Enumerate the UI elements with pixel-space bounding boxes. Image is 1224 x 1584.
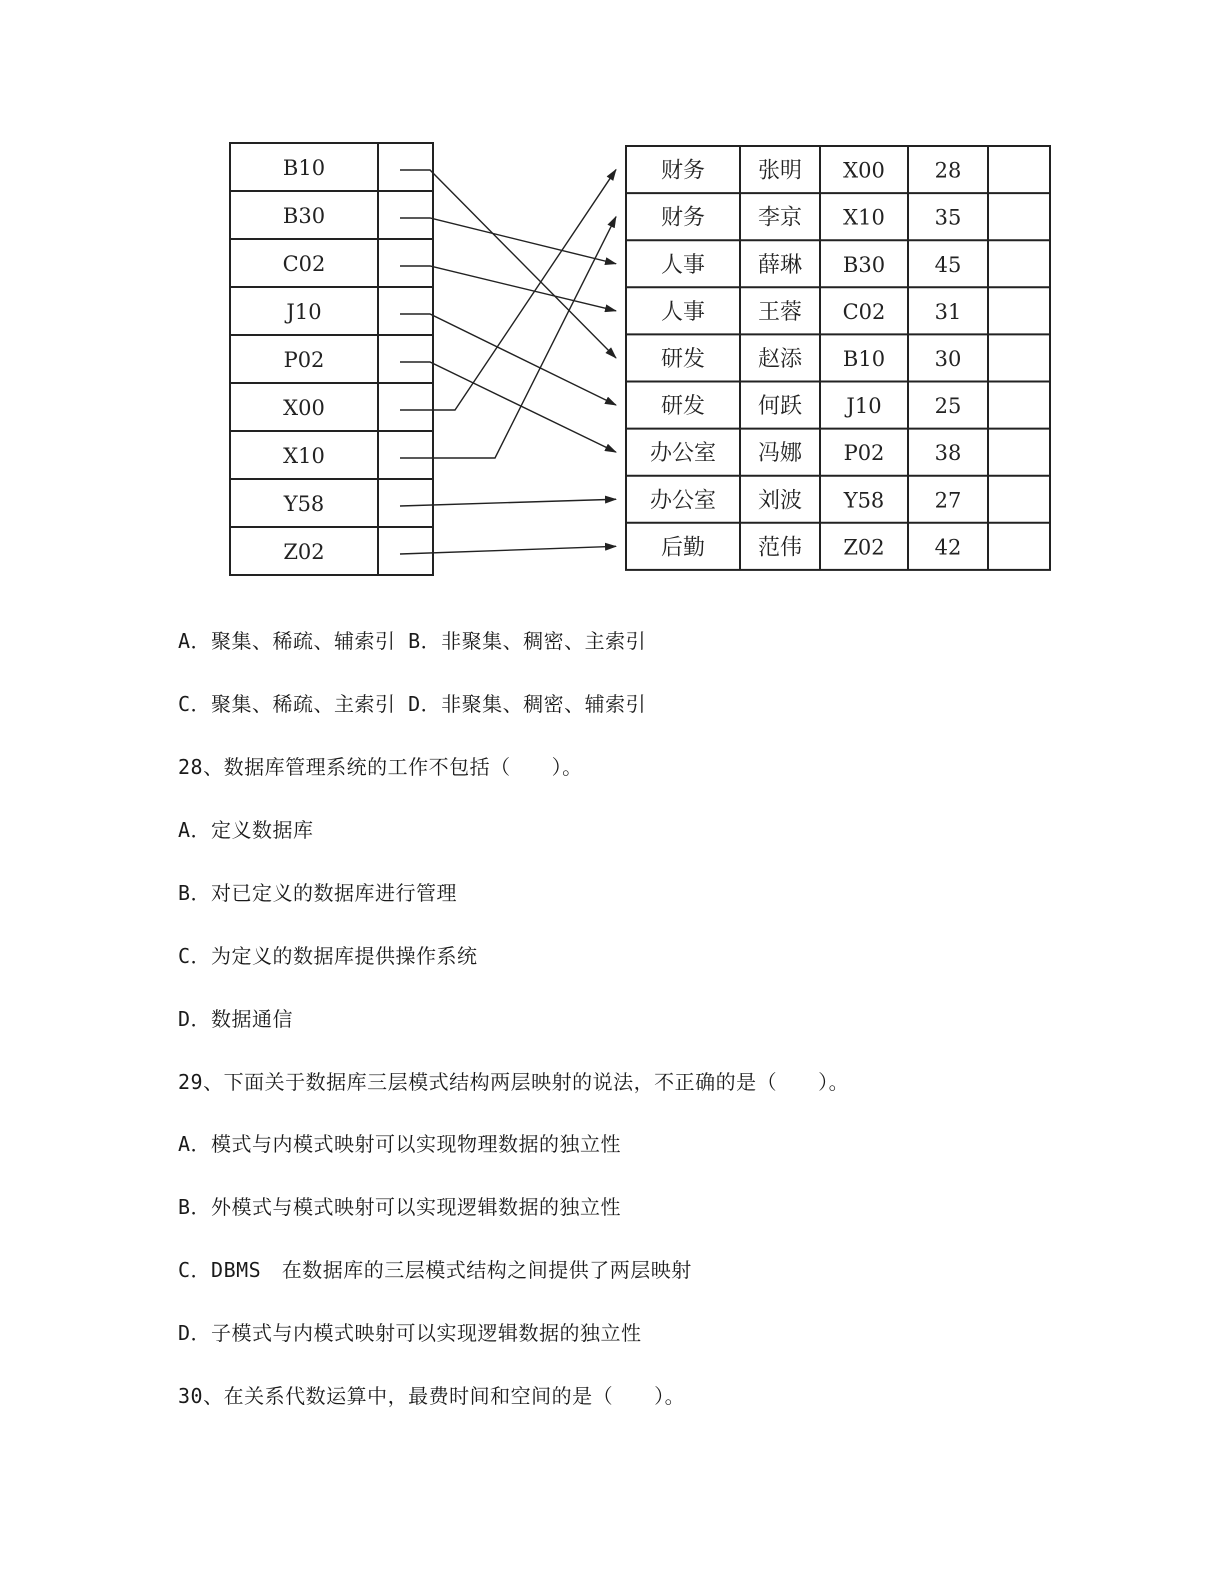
- index-key: X10: [283, 444, 325, 468]
- index-key: X00: [283, 396, 325, 420]
- age-cell: 42: [934, 535, 962, 560]
- age-cell: 45: [934, 252, 962, 277]
- age-cell: 25: [934, 394, 962, 419]
- dept-cell: 人事: [660, 299, 706, 325]
- id-cell: C02: [842, 299, 886, 324]
- dept-cell: 办公室: [649, 441, 717, 467]
- name-cell: 冯娜: [757, 441, 803, 467]
- id-cell: X00: [843, 158, 885, 183]
- name-cell: 赵添: [757, 346, 803, 372]
- data-table: [626, 146, 1050, 570]
- age-cell: 38: [934, 441, 962, 466]
- dept-cell: 研发: [660, 394, 706, 420]
- q29-option-c: C．DBMS 在数据库的三层模式结构之间提供了两层映射: [178, 1258, 692, 1282]
- age-cell: 30: [934, 346, 962, 371]
- index-key: Z02: [283, 540, 325, 564]
- age-cell: 35: [934, 205, 962, 230]
- index-key: Y58: [283, 492, 325, 516]
- name-cell: 薛琳: [757, 252, 803, 278]
- name-cell: 刘波: [757, 488, 803, 514]
- q29-option-a: A．模式与内模式映射可以实现物理数据的独立性: [178, 1132, 622, 1156]
- name-cell: 张明: [757, 158, 803, 184]
- dept-cell: 研发: [660, 346, 706, 372]
- index-table-frame: [230, 143, 433, 575]
- q28-option-a: A．定义数据库: [178, 818, 314, 842]
- index-key: P02: [283, 348, 325, 372]
- name-cell: 何跃: [757, 394, 803, 420]
- q27-options-cd: C．聚集、稀疏、主索引 D．非聚集、稠密、辅索引: [178, 692, 647, 716]
- index-key: B30: [282, 204, 326, 228]
- index-key: C02: [282, 252, 326, 276]
- dept-cell: 财务: [660, 205, 706, 231]
- index-key: B10: [282, 156, 326, 180]
- dept-cell: 办公室: [649, 488, 717, 514]
- id-cell: J10: [846, 394, 882, 419]
- index-mapping-diagram: [0, 0, 1224, 600]
- dept-cell: 人事: [660, 252, 706, 278]
- id-cell: Z02: [843, 535, 885, 560]
- age-cell: 27: [934, 488, 962, 513]
- name-cell: 王蓉: [757, 299, 803, 325]
- index-table: [230, 143, 433, 575]
- id-cell: B30: [842, 252, 886, 277]
- id-cell: Y58: [843, 488, 885, 513]
- q29-option-d: D．子模式与内模式映射可以实现逻辑数据的独立性: [178, 1321, 642, 1345]
- index-key: J10: [286, 300, 322, 324]
- q30-stem: 30、在关系代数运算中，最费时间和空间的是（ ）。: [178, 1384, 686, 1408]
- q28-stem: 28、数据库管理系统的工作不包括（ ）。: [178, 755, 583, 779]
- q29-option-b: B．外模式与模式映射可以实现逻辑数据的独立性: [178, 1195, 622, 1219]
- q29-stem: 29、下面关于数据库三层模式结构两层映射的说法，不正确的是（ ）。: [178, 1070, 850, 1094]
- dept-cell: 财务: [660, 158, 706, 184]
- name-cell: 李京: [757, 205, 803, 231]
- age-cell: 31: [934, 299, 962, 324]
- id-cell: B10: [842, 346, 886, 371]
- id-cell: X10: [843, 205, 885, 230]
- q28-option-c: C．为定义的数据库提供操作系统: [178, 944, 478, 968]
- name-cell: 范伟: [757, 535, 803, 561]
- id-cell: P02: [843, 441, 885, 466]
- dept-cell: 后勤: [660, 535, 706, 561]
- q28-option-d: D．数据通信: [178, 1007, 294, 1031]
- age-cell: 28: [934, 158, 962, 183]
- q27-options-ab: A．聚集、稀疏、辅索引 B．非聚集、稠密、主索引: [178, 629, 647, 653]
- q28-option-b: B．对已定义的数据库进行管理: [178, 881, 458, 905]
